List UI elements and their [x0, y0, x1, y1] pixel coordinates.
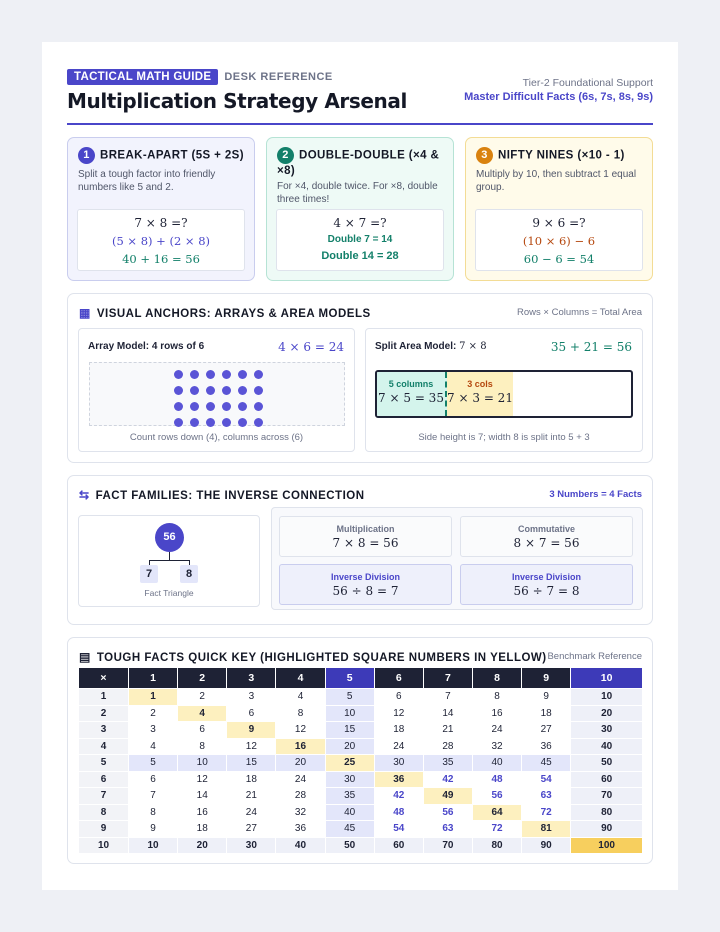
table-cell: 24 — [276, 771, 325, 788]
table-cell: 9 — [227, 722, 276, 739]
table-cell: 6 — [227, 705, 276, 722]
table-cell: 15 — [325, 722, 374, 739]
table-cell: 60 — [374, 837, 423, 854]
table-cell: 49 — [423, 788, 472, 805]
table-cell: 70 — [423, 837, 472, 854]
table-row — [79, 755, 643, 772]
table-cell: 32 — [472, 738, 521, 755]
table-cell: 8 — [178, 738, 227, 755]
table-cell: 12 — [374, 705, 423, 722]
table-cell: 56 — [472, 788, 521, 805]
fact-inverse-division: Inverse Division 56 ÷ 8 = 7 — [279, 564, 452, 605]
row-header: 2 — [79, 705, 129, 722]
table-cell: 10 — [325, 705, 374, 722]
table-cell: 10 — [571, 689, 643, 706]
table-cell: 56 — [423, 804, 472, 821]
table-cell: 7 — [423, 689, 472, 706]
row-header: 10 — [79, 837, 129, 854]
step-number: 3 — [476, 147, 493, 164]
table-cell: 27 — [227, 821, 276, 838]
table-cell: 64 — [472, 804, 521, 821]
triangle-caption: Fact Triangle — [144, 588, 194, 598]
column-header: 4 — [276, 668, 325, 689]
table-row — [79, 771, 643, 788]
table-cell: 90 — [522, 837, 571, 854]
table-cell: 40 — [571, 738, 643, 755]
page-title: Multiplication Strategy Arsenal — [67, 89, 407, 113]
table-cell: 48 — [472, 771, 521, 788]
table-cell: 20 — [178, 837, 227, 854]
table-cell: 12 — [178, 771, 227, 788]
array-model-label: Array Model: 4 rows of 6 — [88, 341, 205, 352]
array-dot — [222, 418, 231, 427]
table-cell: 40 — [472, 755, 521, 772]
fact-multiplication: Multiplication 7 × 8 = 56 — [279, 516, 452, 557]
table-cell: 90 — [571, 821, 643, 838]
guide-tag: TACTICAL MATH GUIDE — [67, 69, 218, 85]
table-cell: 40 — [276, 837, 325, 854]
table-row — [79, 837, 643, 854]
table-cell: 40 — [325, 804, 374, 821]
table-cell: 35 — [423, 755, 472, 772]
table-cell: 18 — [522, 705, 571, 722]
table-cell: 24 — [374, 738, 423, 755]
dot-array — [89, 362, 345, 426]
array-caption: Count rows down (4), columns across (6) — [129, 432, 304, 443]
table-cell: 63 — [522, 788, 571, 805]
column-header: 1 — [129, 668, 178, 689]
strategy-card-double-double — [266, 137, 454, 281]
table-cell: 5 — [129, 755, 178, 772]
area-model-equation: 35 + 21 = 56 — [550, 340, 632, 354]
column-header: 10 — [571, 668, 643, 689]
table-cell: 72 — [472, 821, 521, 838]
page — [42, 42, 678, 890]
step-number: 1 — [78, 147, 95, 164]
table-cell: 63 — [423, 821, 472, 838]
table-cell: 6 — [129, 771, 178, 788]
table-cell: 36 — [374, 771, 423, 788]
table-cell: 8 — [472, 689, 521, 706]
table-cell: 80 — [472, 837, 521, 854]
step-number: 2 — [277, 147, 294, 164]
section-note: Rows × Columns = Total Area — [517, 307, 642, 318]
example-question: 4 × 7 =? — [333, 216, 387, 230]
row-header: 1 — [79, 689, 129, 706]
strategy-card-break-apart — [67, 137, 255, 281]
table-cell: 16 — [472, 705, 521, 722]
array-dot — [238, 386, 247, 395]
table-cell: 10 — [129, 837, 178, 854]
table-cell: 15 — [227, 755, 276, 772]
section-title: FACT FAMILIES: THE INVERSE CONNECTION — [95, 490, 365, 502]
array-dot — [254, 402, 263, 411]
area-model-box — [365, 328, 643, 452]
row-header: 4 — [79, 738, 129, 755]
table-cell: 30 — [374, 755, 423, 772]
table-row — [79, 705, 643, 722]
example-question: 9 × 6 =? — [532, 216, 586, 230]
quick-key-section — [67, 637, 653, 864]
table-cell: 9 — [522, 689, 571, 706]
card-description: For ×4, double twice. For ×8, double three times! — [277, 181, 438, 205]
area-model-expression: 7 × 8 — [459, 341, 487, 352]
table-cell: 20 — [276, 755, 325, 772]
table-cell: 36 — [276, 821, 325, 838]
example-step: Double 7 = 14 — [327, 234, 393, 245]
table-cell: 81 — [522, 821, 571, 838]
table-cell: 28 — [423, 738, 472, 755]
array-dot — [174, 418, 183, 427]
table-cell: 14 — [423, 705, 472, 722]
table-cell: 21 — [227, 788, 276, 805]
table-cell: 8 — [276, 705, 325, 722]
column-header: 6 — [374, 668, 423, 689]
row-header: 5 — [79, 755, 129, 772]
strategy-card-nifty-nines — [465, 137, 653, 281]
row-header: 8 — [79, 804, 129, 821]
table-cell: 35 — [325, 788, 374, 805]
example-box — [276, 209, 444, 271]
array-dot — [254, 386, 263, 395]
table-cell: 48 — [374, 804, 423, 821]
table-row — [79, 788, 643, 805]
table-cell: 36 — [522, 738, 571, 755]
column-header: 3 — [227, 668, 276, 689]
table-cell: 72 — [522, 804, 571, 821]
example-answer: Double 14 = 28 — [321, 250, 399, 262]
array-dot — [254, 370, 263, 379]
table-cell: 100 — [571, 837, 643, 854]
section-note: 3 Numbers = 4 Facts — [549, 489, 642, 500]
array-dot — [190, 370, 199, 379]
array-dot — [222, 386, 231, 395]
table-cell: 6 — [178, 722, 227, 739]
example-step: (5 × 8) + (2 × 8) — [111, 234, 211, 248]
visual-anchors-section — [67, 293, 653, 463]
table-cell: 54 — [522, 771, 571, 788]
example-box — [77, 209, 245, 271]
section-title: TOUGH FACTS QUICK KEY (HIGHLIGHTED SQUARE NUMBERS IN YELLOW) — [96, 652, 547, 664]
table-cell: 18 — [374, 722, 423, 739]
table-cell: 30 — [227, 837, 276, 854]
table-cell: 3 — [129, 722, 178, 739]
table-cell: 18 — [178, 821, 227, 838]
table-cell: 8 — [129, 804, 178, 821]
fact-inverse-division: Inverse Division 56 ÷ 7 = 8 — [460, 564, 633, 605]
table-cell: 50 — [571, 755, 643, 772]
table-cell: 16 — [276, 738, 325, 755]
table-row — [79, 738, 643, 755]
table-cell: 4 — [178, 705, 227, 722]
fact-triangle — [78, 515, 260, 607]
table-cell: 14 — [178, 788, 227, 805]
table-cell: 18 — [227, 771, 276, 788]
table-cell: 50 — [325, 837, 374, 854]
table-cell: 10 — [178, 755, 227, 772]
array-dot — [222, 370, 231, 379]
column-header: 8 — [472, 668, 521, 689]
array-dot — [206, 418, 215, 427]
array-dot — [190, 386, 199, 395]
section-note: Benchmark Reference — [547, 651, 642, 662]
table-cell: 7 — [129, 788, 178, 805]
header-subtitle: DESK REFERENCE — [224, 71, 333, 83]
table-cell: 9 — [129, 821, 178, 838]
table-cell: 12 — [276, 722, 325, 739]
multiplication-table — [78, 667, 643, 854]
card-description: Multiply by 10, then subtract 1 equal group. — [476, 169, 637, 193]
table-cell: 5 — [325, 689, 374, 706]
support-tier: Tier-2 Foundational Support — [522, 77, 653, 89]
example-answer: 40 + 16 = 56 — [122, 252, 200, 266]
table-cell: 20 — [571, 705, 643, 722]
table-cell: 24 — [472, 722, 521, 739]
table-corner: × — [79, 668, 129, 689]
table-cell: 27 — [522, 722, 571, 739]
column-header: 9 — [522, 668, 571, 689]
area-part-3: 3 cols 7 × 3 = 21 — [447, 372, 513, 416]
example-question: 7 × 8 =? — [134, 216, 188, 230]
table-cell: 4 — [276, 689, 325, 706]
table-cell: 6 — [374, 689, 423, 706]
table-row — [79, 722, 643, 739]
array-dot — [190, 402, 199, 411]
area-rectangle — [375, 370, 633, 418]
table-cell: 42 — [423, 771, 472, 788]
focus-facts: Master Difficult Facts (6s, 7s, 8s, 9s) — [464, 91, 653, 103]
table-cell: 1 — [129, 689, 178, 706]
column-header: 5 — [325, 668, 374, 689]
table-cell: 16 — [178, 804, 227, 821]
area-caption: Side height is 7; width 8 is split into 5 + 3 — [418, 432, 590, 443]
grid-icon: ▦ — [79, 306, 91, 320]
table-cell: 2 — [129, 705, 178, 722]
table-cell: 24 — [227, 804, 276, 821]
area-model-label: Split Area Model: — [375, 341, 457, 352]
table-row — [79, 821, 643, 838]
array-dot — [174, 370, 183, 379]
table-row — [79, 689, 643, 706]
table-cell: 28 — [276, 788, 325, 805]
swap-icon: ⇆ — [79, 488, 90, 502]
table-cell: 45 — [325, 821, 374, 838]
header — [67, 67, 653, 125]
table-icon: ▤ — [79, 650, 91, 664]
array-dot — [206, 370, 215, 379]
table-cell: 30 — [325, 771, 374, 788]
triangle-factor-right: 8 — [180, 565, 198, 583]
table-cell: 32 — [276, 804, 325, 821]
card-title: BREAK-APART (5S + 2S) — [100, 149, 244, 162]
table-cell: 54 — [374, 821, 423, 838]
column-header: 7 — [423, 668, 472, 689]
table-cell: 30 — [571, 722, 643, 739]
table-cell: 25 — [325, 755, 374, 772]
example-step: (10 × 6) − 6 — [522, 234, 596, 248]
triangle-product: 56 — [155, 523, 184, 552]
array-model-equation: 4 × 6 = 24 — [278, 340, 344, 354]
example-answer: 60 − 6 = 54 — [523, 252, 595, 266]
table-cell: 4 — [129, 738, 178, 755]
triangle-factor-left: 7 — [140, 565, 158, 583]
array-dot — [254, 418, 263, 427]
array-dot — [174, 386, 183, 395]
table-cell: 42 — [374, 788, 423, 805]
fact-families-section — [67, 475, 653, 625]
row-header: 6 — [79, 771, 129, 788]
array-dot — [206, 402, 215, 411]
table-cell: 21 — [423, 722, 472, 739]
table-cell: 45 — [522, 755, 571, 772]
table-cell: 60 — [571, 771, 643, 788]
array-dot — [238, 370, 247, 379]
table-cell: 80 — [571, 804, 643, 821]
row-header: 9 — [79, 821, 129, 838]
array-dot — [238, 418, 247, 427]
fact-commutative: Commutative 8 × 7 = 56 — [460, 516, 633, 557]
table-cell: 20 — [325, 738, 374, 755]
table-row — [79, 804, 643, 821]
card-description: Split a tough factor into friendly numbers like 5 and 2. — [78, 169, 216, 193]
array-dot — [206, 386, 215, 395]
example-box — [475, 209, 643, 271]
array-dot — [174, 402, 183, 411]
card-title: NIFTY NINES (×10 - 1) — [498, 149, 625, 162]
row-header: 3 — [79, 722, 129, 739]
section-title: VISUAL ANCHORS: ARRAYS & AREA MODELS — [96, 308, 371, 320]
column-header: 2 — [178, 668, 227, 689]
row-header: 7 — [79, 788, 129, 805]
table-cell: 12 — [227, 738, 276, 755]
card-title: DOUBLE-DOUBLE (×4 & ×8) — [277, 149, 440, 177]
table-cell: 3 — [227, 689, 276, 706]
array-dot — [238, 402, 247, 411]
array-dot — [222, 402, 231, 411]
table-cell: 2 — [178, 689, 227, 706]
table-cell: 70 — [571, 788, 643, 805]
area-part-5: 5 columns 7 × 5 = 35 — [377, 372, 447, 416]
array-dot — [190, 418, 199, 427]
array-model-box — [78, 328, 355, 452]
fact-list — [271, 507, 643, 610]
